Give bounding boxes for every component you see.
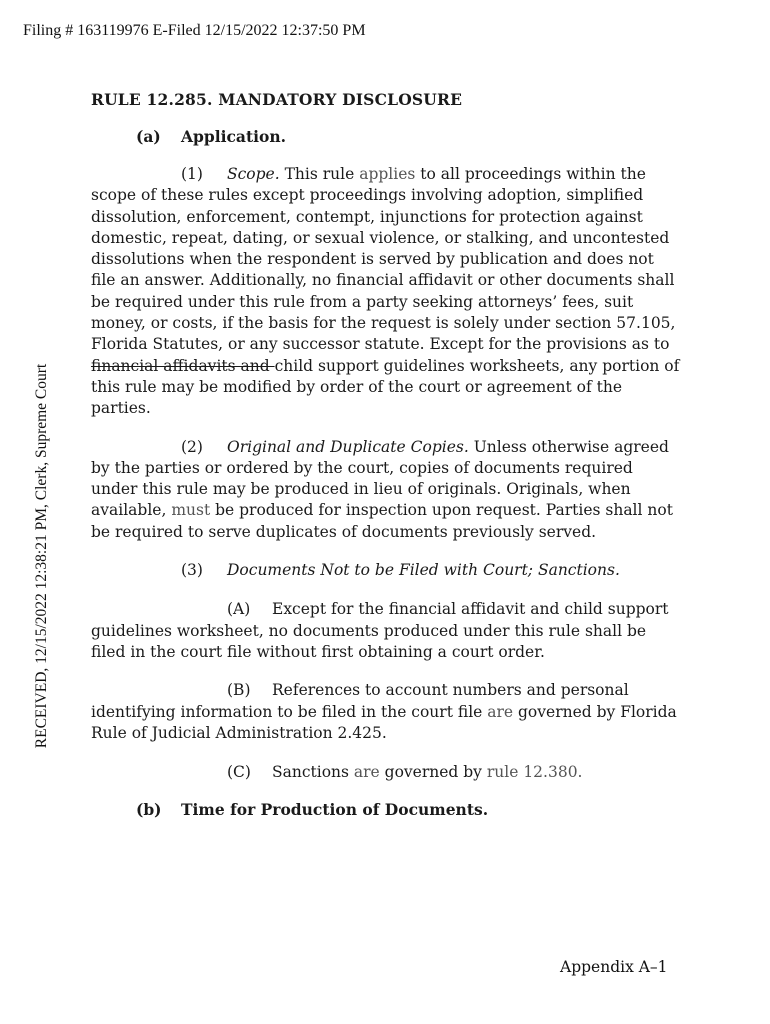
rule-title: RULE 12.285. MANDATORY DISCLOSURE [91,90,463,109]
section-b-label: (b) [136,800,162,820]
section-a-title: Application. [181,127,287,146]
paragraph-number: (3) [181,561,203,580]
section-a-label: (a) [136,127,161,146]
paragraph-number: (2) [181,437,203,456]
subparagraph-number: (A) [227,600,251,619]
text-run: governed by Florida Rule of Judicial Administration 2.425. [91,702,677,742]
paragraph-number: (1) [181,165,203,183]
subparagraph-number: (C) [227,763,251,782]
paragraph-copies [91,437,681,543]
received-stamp: RECEIVED, 12/15/2022 12:38:21 PM, Clerk, Supreme Court [33,363,50,749]
subparagraph-b [91,680,681,744]
amended-text: applies [359,165,416,183]
amended-text: are [487,702,514,721]
text-run: governed by [379,763,487,782]
section-b-title: Time for Production of Documents. [181,800,489,820]
subparagraph-a [91,599,681,663]
amended-text: must [171,501,211,520]
paragraph-title: Scope. [227,165,280,183]
paragraph-sanctions-heading [91,560,681,581]
text-run: Unless otherwise agreed by the parties or ordered by the court, copies of documents required under this rule may be produced in lieu of originals. Originals, when available, [91,437,669,520]
paragraph-title: Original and Duplicate Copies. [227,437,469,456]
text-run: Except for the financial affidavit and child support guidelines worksheet, no documents produced under this rule shall be filed in the court file without first obtaining a court order. [91,600,669,661]
struck-text: financial affidavits and [91,356,275,375]
paragraph-scope [91,164,681,420]
subparagraph-number: (B) [227,681,251,700]
text-run: This rule [279,165,360,183]
amended-text: rule 12.380. [486,763,583,782]
filing-stamp: Filing # 163119976 E-Filed 12/15/2022 12:37:50 PM [23,22,366,39]
text-run: References to account numbers and personal identifying information to be filed in the court file [91,681,629,721]
paragraph-title: Documents Not to be Filed with Court; Sanctions. [227,561,620,580]
text-run: Sanctions [272,763,354,782]
text-run: child support guidelines worksheets, any portion of this rule may be modified by order of the court or agreement of the parties. [91,356,680,418]
page-footer: Appendix A–1 [560,958,668,976]
amended-text: are [353,763,380,782]
document-body [91,90,681,819]
subparagraph-c [91,762,681,783]
section-b-heading [136,800,681,819]
section-a-heading [136,127,681,146]
text-run: be produced for inspection upon request. Parties shall not be required to serve duplicates of documents previously served. [91,501,673,541]
text-run: to all proceedings within the scope of these rules except proceedings involving adoption, simplified dissolution, enforcement, contempt, injunctions for protection against domestic, repeat, dating, or sexual violence, or stalking, and uncontested dissolutions when the respondent is served by publication and does not file an answer. Additionally, no financial affidavit or other documents shall be required under this rule from a party seeking attorneys’ fees, suit money, or costs, if the basis for the request is solely under section 57.105, Florida Statutes, or any successor statute. Except for the provisions as to [91,165,676,354]
